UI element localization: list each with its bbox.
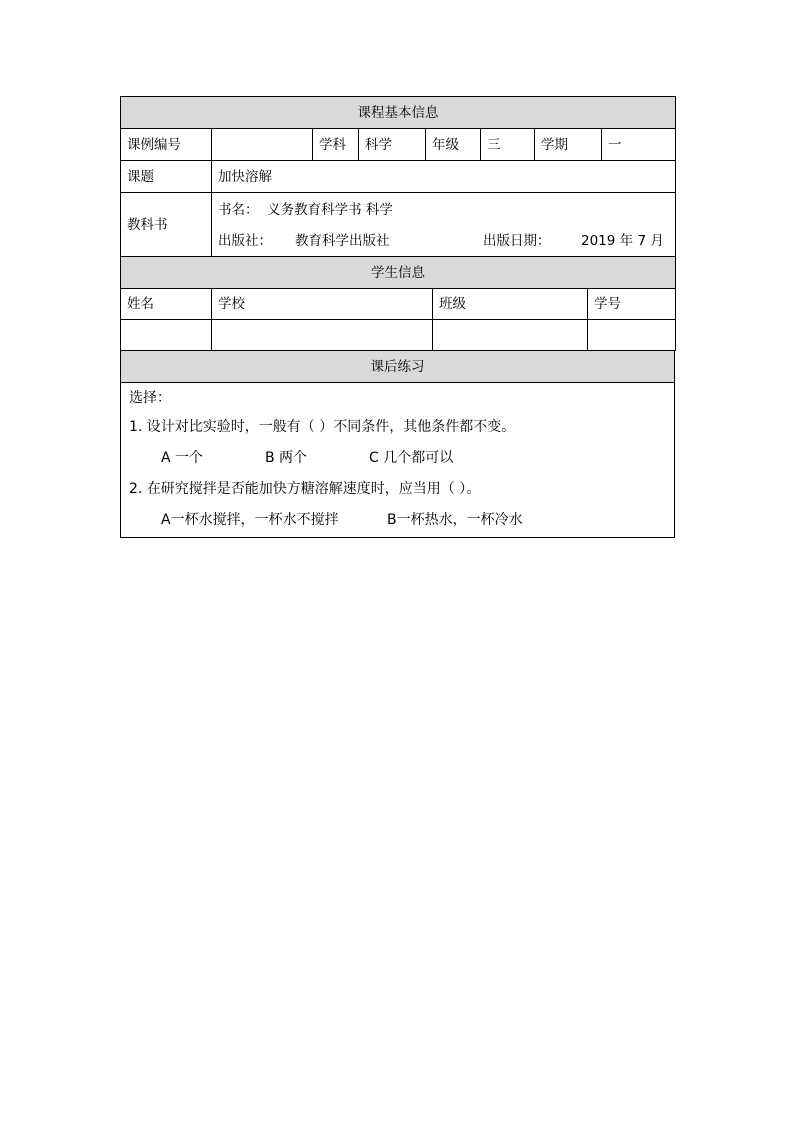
term-value: 一 [602, 129, 676, 161]
class-label: 班级 [433, 289, 588, 320]
topic-value: 加快溶解 [212, 161, 676, 193]
course-info-section-title: 课程基本信息 [121, 97, 676, 129]
question-2: 2. 在研究搅拌是否能加快方糖溶解速度时，应当用（ ）。 [129, 481, 481, 497]
school-value [212, 320, 433, 351]
student-id-label: 学号 [588, 289, 676, 320]
name-value [121, 320, 212, 351]
student-info-header-row [121, 257, 676, 289]
exercise-section-title: 课后练习 [121, 351, 675, 383]
exercise-heading: 选择： [129, 390, 171, 406]
class-value [433, 320, 588, 351]
q2-option-b: B一杯热水，一杯冷水 [387, 512, 523, 528]
publisher-value: 教育科学出版社 [295, 233, 390, 249]
question-2-options [129, 511, 666, 531]
subject-value: 科学 [359, 129, 426, 161]
pub-date-label: 出版日期： [483, 233, 551, 249]
pub-date-value: 2019 年 7 月 [581, 233, 664, 249]
q1-option-c: C 几个都可以 [369, 450, 454, 466]
school-label: 学校 [212, 289, 433, 320]
course-meta-row [121, 129, 676, 161]
textbook-label: 教科书 [121, 193, 212, 257]
book-name-value: 义务教育科学书 科学 [267, 202, 393, 218]
question-1: 1. 设计对比实验时，一般有（ ）不同条件，其他条件都不变。 [129, 419, 516, 435]
term-label: 学期 [535, 129, 602, 161]
grade-value: 三 [481, 129, 535, 161]
q1-option-b: B 两个 [265, 450, 308, 466]
name-label: 姓名 [121, 289, 212, 320]
q2-option-a: A一杯水搅拌，一杯水不搅拌 [161, 512, 339, 528]
exercise-body [121, 383, 675, 538]
publisher-label: 出版社： [218, 233, 272, 249]
case-no-label: 课例编号 [121, 129, 212, 161]
student-value-row [121, 320, 676, 351]
course-info-table [120, 96, 676, 257]
grade-label: 年级 [426, 129, 481, 161]
case-no-value [212, 129, 313, 161]
book-name-line [218, 201, 669, 219]
topic-label: 课题 [121, 161, 212, 193]
textbook-details [212, 193, 676, 257]
exercise-table [120, 350, 675, 538]
subject-label: 学科 [313, 129, 359, 161]
book-name-label: 书名： [218, 202, 259, 218]
q1-option-a: A 一个 [161, 450, 204, 466]
exercise-header-row [121, 351, 675, 383]
student-info-section-title: 学生信息 [121, 257, 676, 289]
exercise-body-row [121, 383, 675, 538]
topic-row [121, 161, 676, 193]
student-info-table [120, 256, 676, 351]
student-id-value [588, 320, 676, 351]
question-1-options [129, 449, 666, 480]
textbook-row [121, 193, 676, 257]
course-info-header-row [121, 97, 676, 129]
lesson-sheet [120, 96, 675, 538]
student-label-row [121, 289, 676, 320]
publisher-line [218, 232, 669, 250]
